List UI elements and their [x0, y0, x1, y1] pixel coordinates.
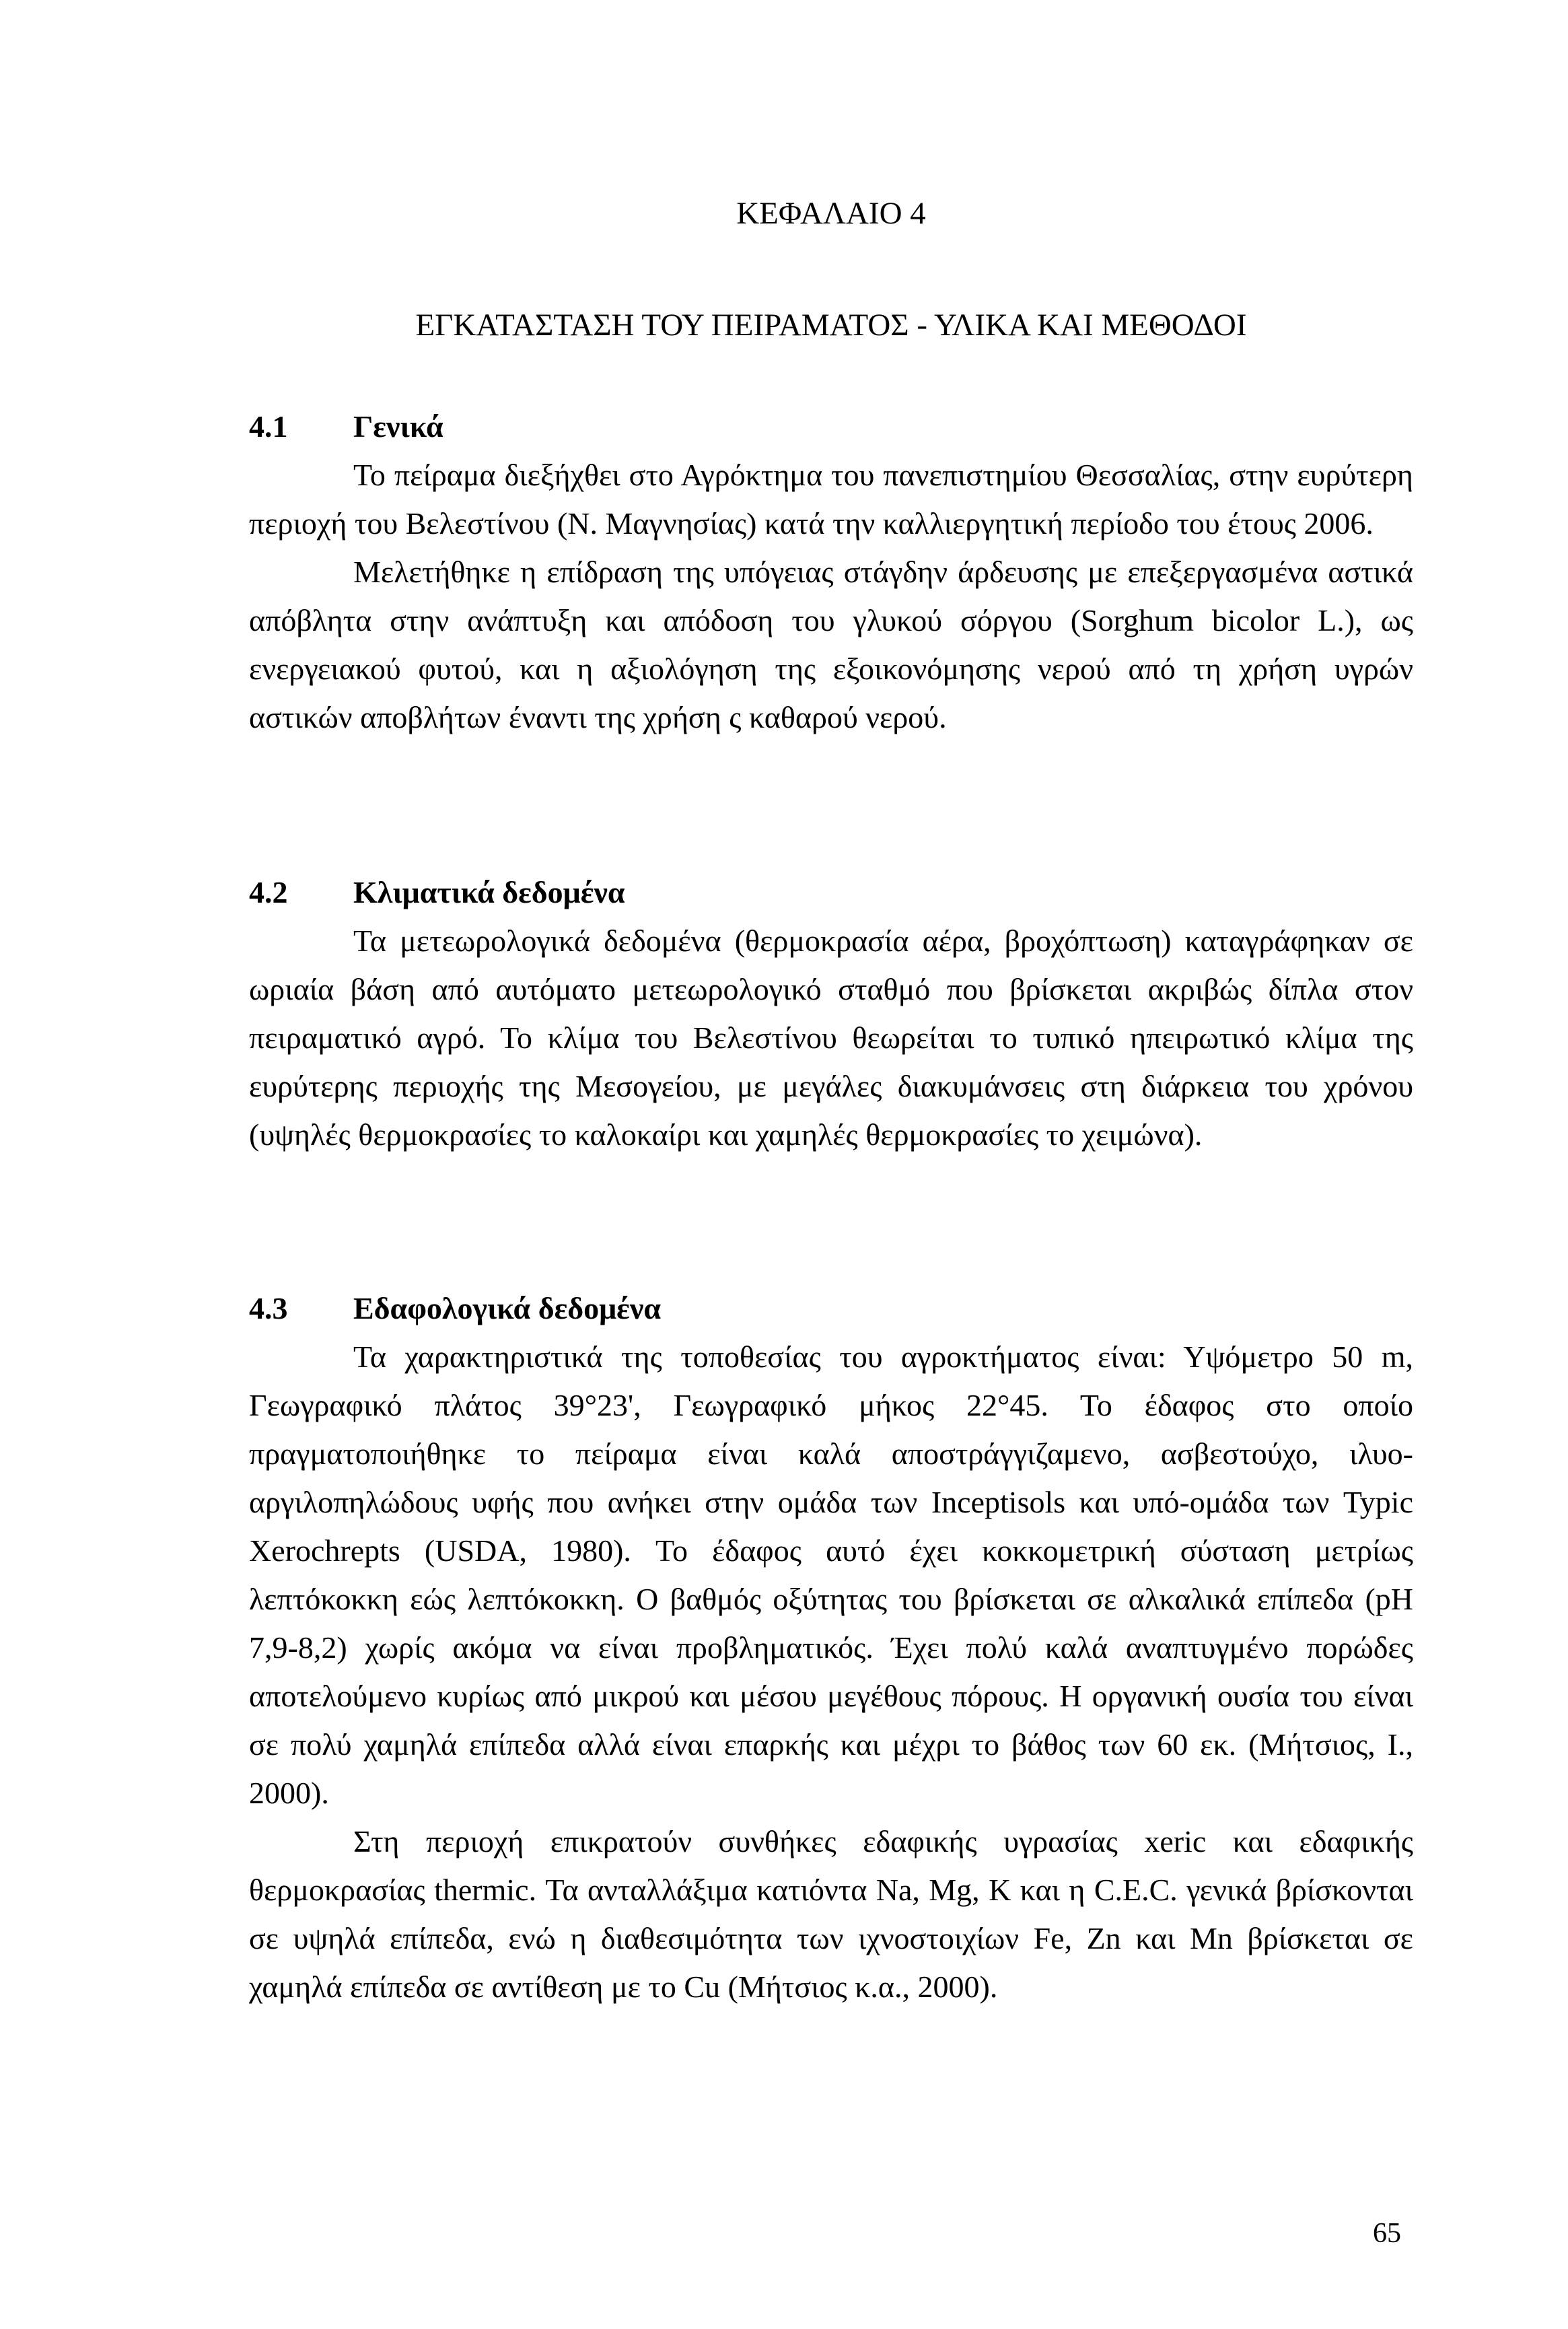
section-heading [249, 868, 1413, 917]
section-4-3 [249, 1284, 1413, 2011]
paragraph: Τα χαρακτηριστικά της τοποθεσίας του αγροκτήματος είναι: Υψόμετρο 50 m, Γεωγραφικό πλάτος 39°23', Γεωγραφικό μήκος 22°45. Το έδαφος στο οποίο πραγματοποιήθηκε το πείραμα είναι καλά αποστράγγιζαμενο, ασβεστούχο, ιλυο-αργιλοπηλώδους υφής που ανήκει στην ομάδα των Inceptisols και υπό-ομάδα των Typic Xerochrepts (USDA, 1980). Το έδαφος αυτό έχει κοκκομετρική σύσταση μετρίως λεπτόκοκκη εώς λεπτόκοκκη. Ο βαθμός οξύτητας του βρίσκεται σε αλκαλικά επίπεδα (pH 7,9-8,2) χωρίς ακόμα να είναι προβληματικός. Έχει πολύ καλά αναπτυγμένο πορώδες αποτελούμενο κυρίως από μικρού και μέσου μεγέθους πόρους. Η οργανική ουσία του είναι σε πολύ χαμηλά επίπεδα αλλά είναι επαρκής και μέχρι το βάθος των 60 εκ. (Μήτσιος, Ι., 2000). [249, 1340, 1413, 1810]
section-heading [249, 1284, 1413, 1333]
section-number: 4.3 [249, 1291, 288, 1325]
section-title: Κλιματικά δεδομένα [353, 875, 625, 909]
section-number: 4.1 [249, 409, 288, 444]
section-4-1 [249, 403, 1413, 742]
chapter-title: ΕΓΚΑΤΑΣΤΑΣΗ ΤΟΥ ΠΕΙΡΑΜΑΤΟΣ - ΥΛΙΚΑ ΚΑΙ ΜΕΘΟΔΟΙ [415, 308, 1247, 343]
paragraph: Τα μετεωρολογικά δεδομένα (θερμοκρασία αέρα, βροχόπτωση) καταγράφηκαν σε ωριαία βάση από αυτόματο μετεωρολογικό σταθμό που βρίσκεται ακριβώς δίπλα στον πειραματικό αγρό. Το κλίμα του Βελεστίνου θεωρείται το τυπικό ηπειρωτικό κλίμα της ευρύτερης περιοχής της Μεσογείου, με μεγάλες διακυμάνσεις στη διάρκεια του χρόνου (υψηλές θερμοκρασίες το καλοκαίρι και χαμηλές θερμοκρασίες το χειμώνα). [249, 924, 1413, 1152]
section-number: 4.2 [249, 875, 288, 909]
section-4-2 [249, 868, 1413, 1159]
section-title: Εδαφολογικά δεδομένα [353, 1291, 662, 1325]
paragraph: Στη περιοχή επικρατούν συνθήκες εδαφικής υγρασίας xeric και εδαφικής θερμοκρασίας thermic. Τα ανταλλάξιμα κατιόντα Na, Mg, K και η C.E.C. γενικά βρίσκονται σε υψηλά επίπεδα, ενώ η διαθεσιμότητα των ιχνοστοιχίων Fe, Zn και Mn βρίσκεται σε χαμηλά επίπεδα σε αντίθεση με το Cu (Μήτσιος κ.α., 2000). [249, 1824, 1413, 2004]
document-page [249, 0, 1413, 2329]
paragraph: Μελετήθηκε η επίδραση της υπόγειας στάγδην άρδευσης με επεξεργασμένα αστικά απόβλητα στην ανάπτυξη και απόδοση του γλυκού σόργου (Sorghum bicolor L.), ως ενεργειακού φυτού, και η αξιολόγηση της εξοικονόμησης νερού από τη χρήση υγρών αστικών αποβλήτων έναντι της χρήση ς καθαρού νερού. [249, 555, 1413, 734]
section-heading [249, 403, 1413, 451]
paragraph: Το πείραμα διεξήχθει στο Αγρόκτημα του πανεπιστημίου Θεσσαλίας, στην ευρύτερη περιοχή του Βελεστίνου (Ν. Μαγνησίας) κατά την καλλιεργητική περίοδο του έτους 2006. [249, 458, 1413, 541]
section-title: Γενικά [353, 409, 443, 444]
chapter-number: ΚΕΦΑΛΑΙΟ 4 [736, 196, 926, 231]
page-number: 65 [1373, 2218, 1401, 2249]
